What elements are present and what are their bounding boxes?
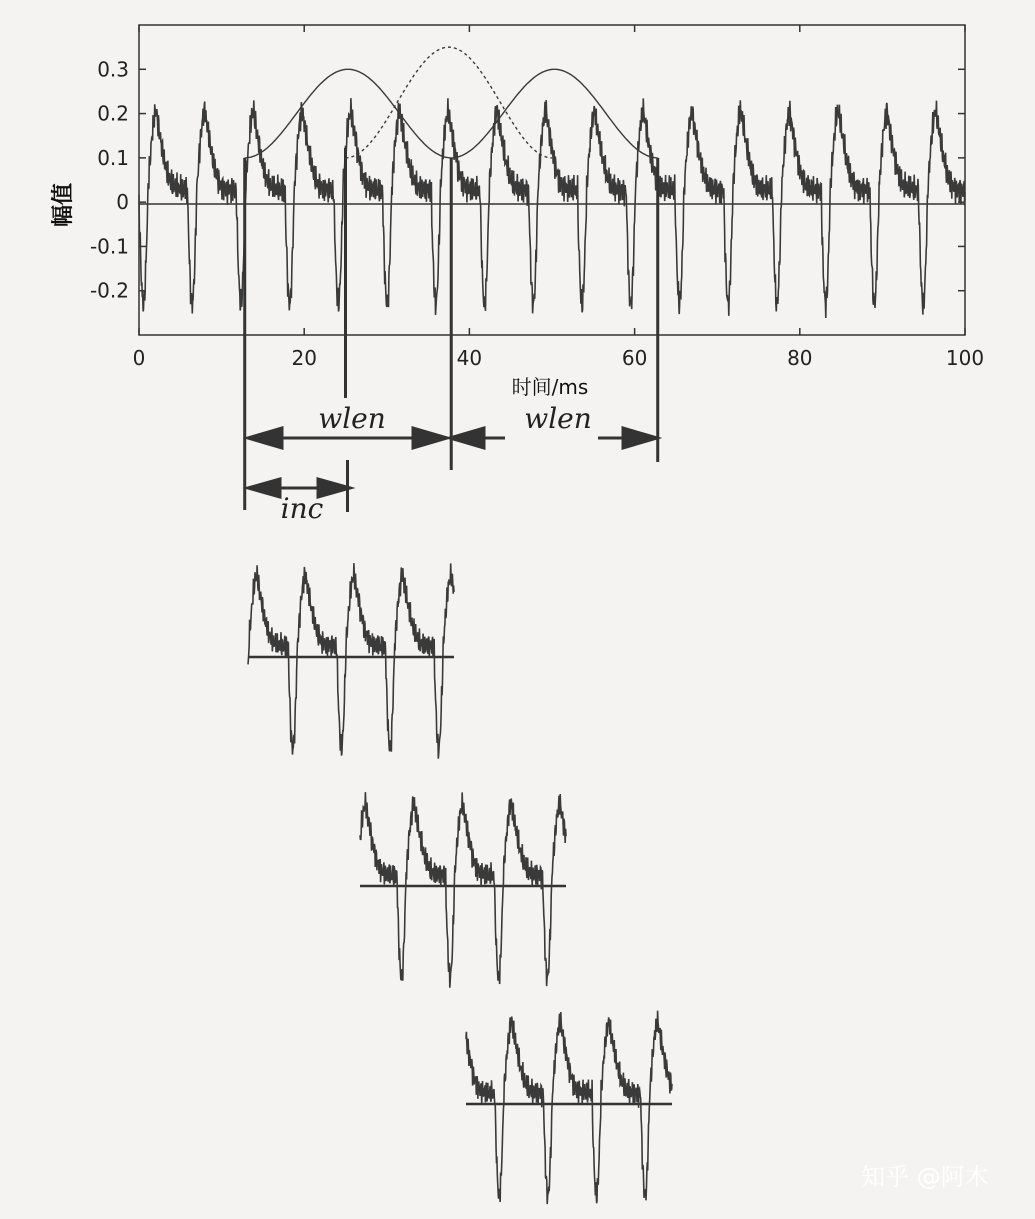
x-tick-label: 0 bbox=[132, 346, 146, 370]
y-tick-label: -0.1 bbox=[89, 234, 129, 259]
signal-series bbox=[139, 98, 965, 318]
plot-frame bbox=[139, 25, 965, 335]
inc-label: inc bbox=[280, 492, 324, 525]
x-tick-label: 60 bbox=[621, 346, 648, 370]
extracted-frames bbox=[248, 563, 672, 1204]
signal-line bbox=[139, 98, 965, 318]
y-tick-label: 0.3 bbox=[97, 57, 129, 82]
y-tick-label: 0 bbox=[116, 190, 129, 215]
x-tick-label: 20 bbox=[291, 346, 317, 370]
y-tick-label: 0.2 bbox=[97, 101, 129, 126]
wlen-label-2: wlen bbox=[524, 402, 592, 435]
x-tick-label: 80 bbox=[787, 346, 813, 370]
y-tick-label: -0.2 bbox=[89, 278, 129, 303]
x-tick-label: 40 bbox=[456, 346, 483, 370]
frame-markers bbox=[245, 148, 658, 512]
x-axis-label: 时间/ms bbox=[511, 375, 589, 399]
y-ticks bbox=[90, 57, 965, 302]
window-curve bbox=[451, 69, 658, 158]
y-tick-label: 0.1 bbox=[97, 145, 129, 170]
frame-waveform bbox=[360, 792, 566, 988]
frame-waveform bbox=[248, 563, 454, 759]
watermark: 知乎 @阿木 bbox=[861, 1163, 989, 1191]
y-axis-label: 幅值 bbox=[51, 182, 76, 228]
x-tick-label: 100 bbox=[945, 346, 985, 370]
window-curve bbox=[245, 69, 452, 158]
x-ticks bbox=[133, 25, 984, 370]
wlen-label-1: wlen bbox=[318, 402, 386, 435]
frame-waveform bbox=[466, 1011, 672, 1205]
